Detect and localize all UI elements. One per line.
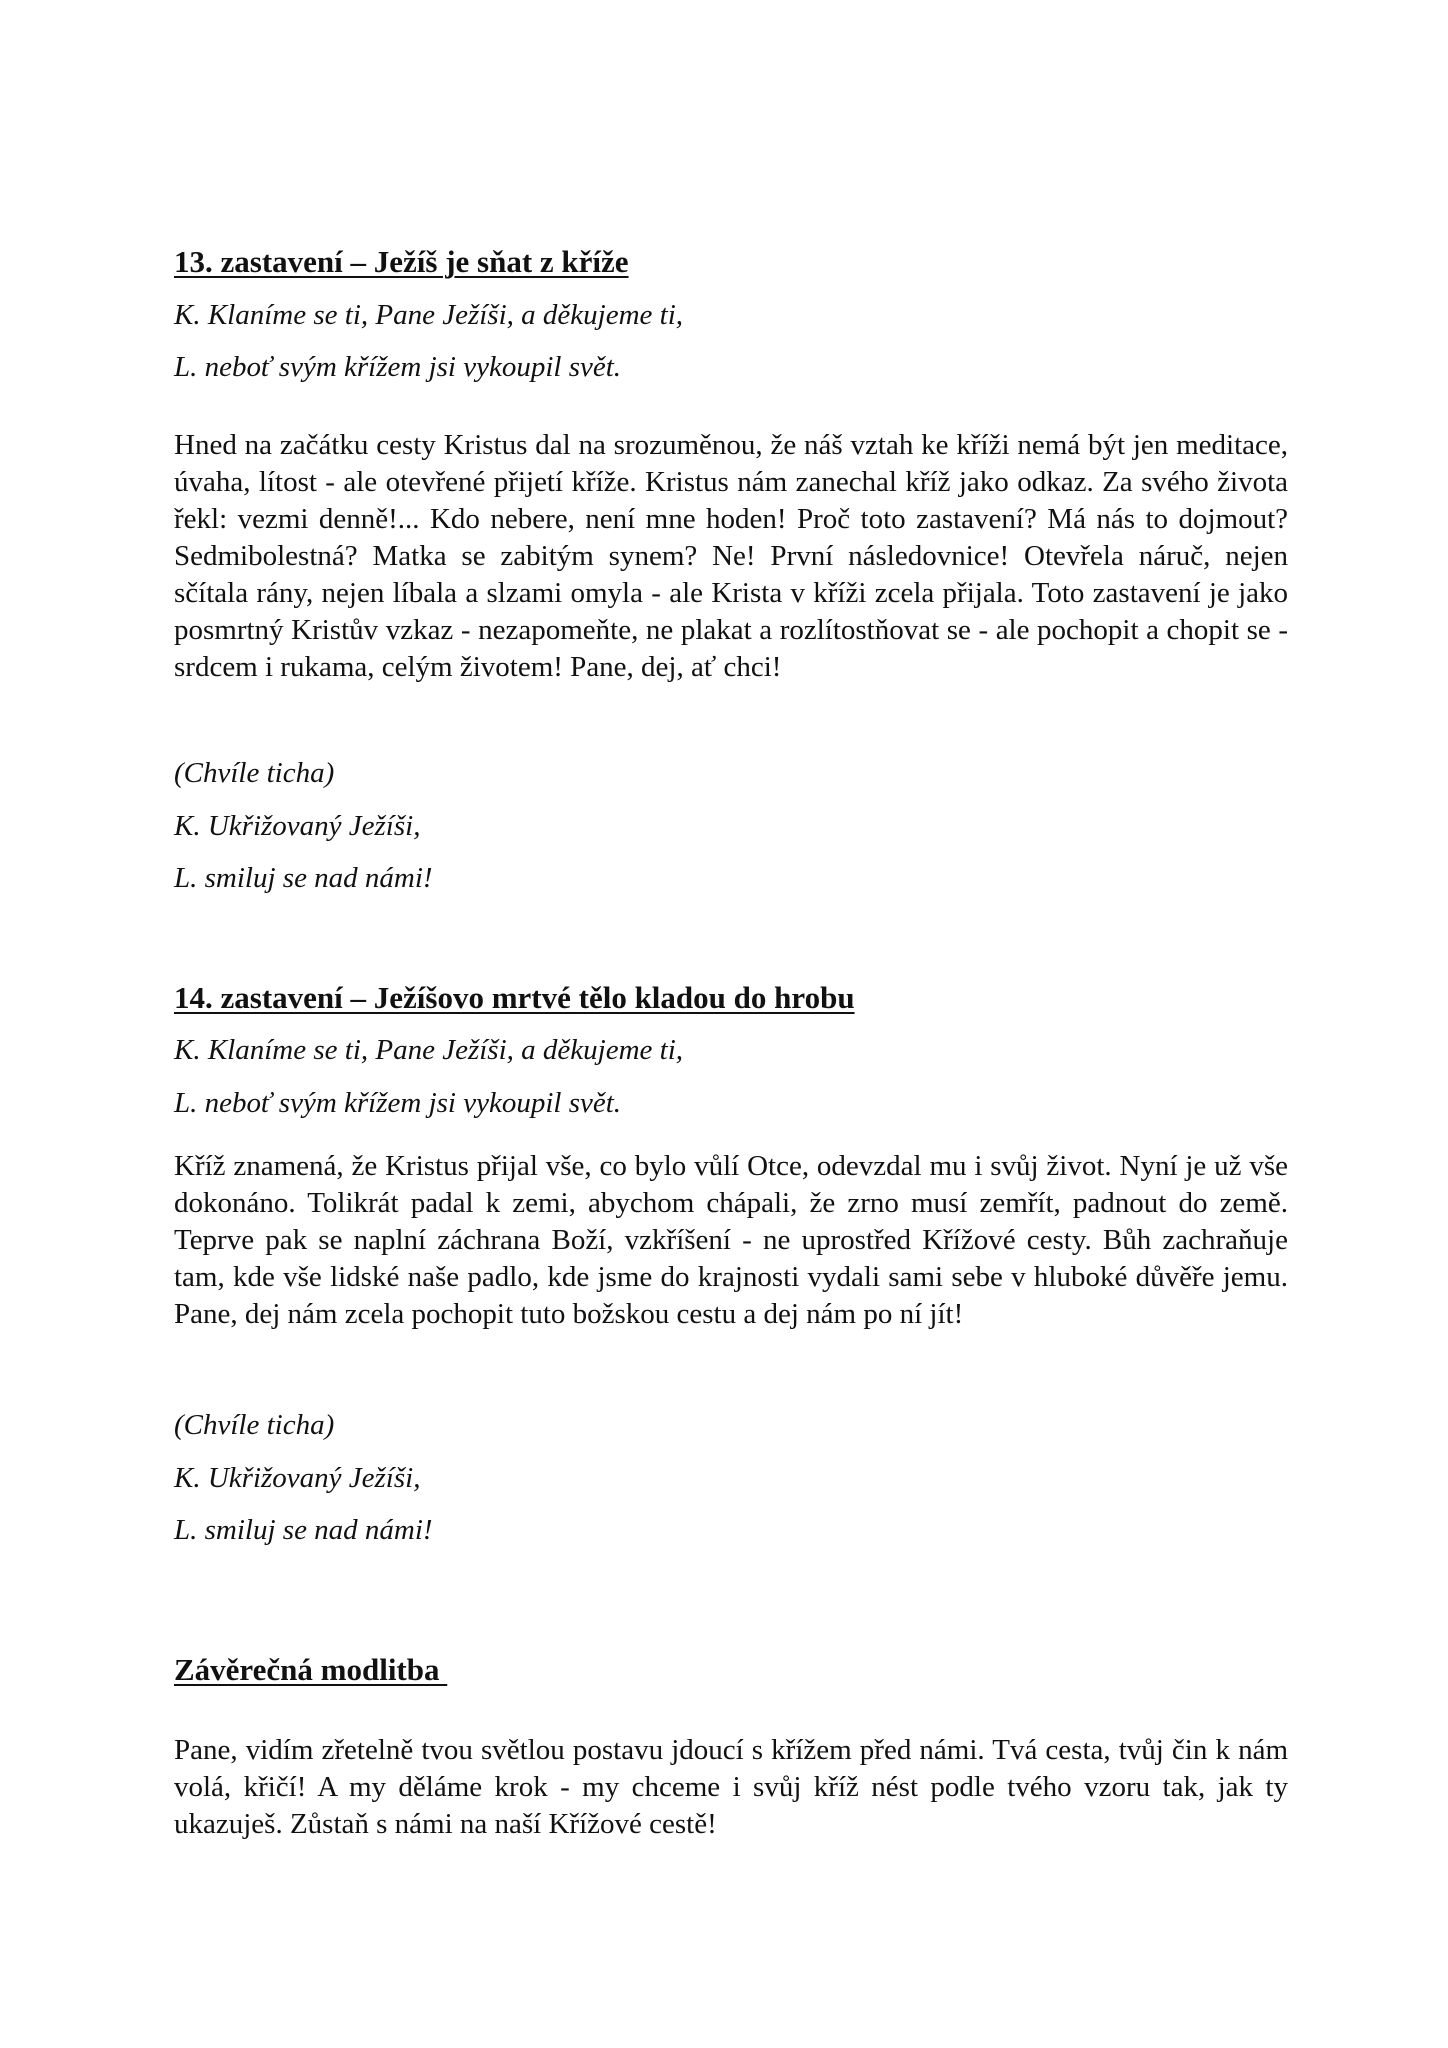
- section-14-paragraph: Kříž znamená, že Kristus přijal vše, co bylo vůlí Otce, odevzdal mu i svůj život. Nyní je už vše dokonáno. Tolikrát padal k zemi, abychom chápali, že zrno musí zemřít, padnout do země. Teprve pak se naplní záchrana Boží, vzkříšení - ne uprostřed Křížové cesty. Bůh zachraňuje tam, kde vše lidské naše padlo, kde jsme do krajnosti vydali sami sebe v hluboké důvěře jemu. Pane, dej nám zcela pochopit tuto božskou cestu a dej nám po ní jít!: [174, 1150, 1288, 1330]
- final-prayer-paragraph: Pane, vidím zřetelně tvou světlou postavu jdoucí s křížem před námi. Tvá cesta, tvůj čin k nám volá, křičí! A my děláme krok - my chceme i svůj kříž nést podle tvého vzoru tak, jak ty ukazuješ. Zůstaň s námi na naší Křížové cestě!: [174, 1734, 1288, 1840]
- section-13-closing-k: K. Ukřižovaný Ježíši,: [174, 810, 421, 842]
- section-13-response-k: K. Klaníme se ti, Pane Ježíši, a děkujeme ti,: [174, 299, 684, 331]
- section-13-closing-l: L. smiluj se nad námi!: [174, 862, 433, 894]
- section-13-paragraph: Hned na začátku cesty Kristus dal na srozuměnou, že náš vztah ke kříži nemá být jen meditace, úvaha, lítost - ale otevřené přijetí kříže. Kristus nám zanechal kříž jako odkaz. Za svého života řekl: vezmi denně!... Kdo nebere, není mne hoden! Proč toto zastavení? Má nás to dojmout? Sedmibolestná? Matka se zabitým synem? Ne! První následovnice! Otevřela náruč, nejen sčítala rány, nejen líbala a slzami omyla - ale Krista v kříži zcela přijala. Toto zastavení je jako posmrtný Kristův vzkaz - nezapomeňte, ne plakat a rozlítostňovat se - ale pochopit a chopit se - srdcem i rukama, celým životem! Pane, dej, ať chci!: [174, 429, 1288, 683]
- section-13-response-l: L. neboť svým křížem jsi vykoupil svět.: [174, 351, 622, 383]
- final-prayer-heading: Závěrečná modlitba: [174, 1652, 448, 1687]
- section-14-response-k: K. Klaníme se ti, Pane Ježíši, a děkujeme ti,: [174, 1034, 684, 1066]
- section-13-heading: 13. zastavení – Ježíš je sňat z kříže: [174, 244, 629, 279]
- section-14-closing-k: K. Ukřižovaný Ježíši,: [174, 1462, 421, 1494]
- section-14-closing-l: L. smiluj se nad námi!: [174, 1514, 433, 1546]
- section-13-silence: (Chvíle ticha): [174, 757, 335, 789]
- section-14-silence: (Chvíle ticha): [174, 1409, 335, 1441]
- section-14-response-l: L. neboť svým křížem jsi vykoupil svět.: [174, 1087, 622, 1119]
- section-14-heading: 14. zastavení – Ježíšovo mrtvé tělo kladou do hrobu: [174, 980, 855, 1015]
